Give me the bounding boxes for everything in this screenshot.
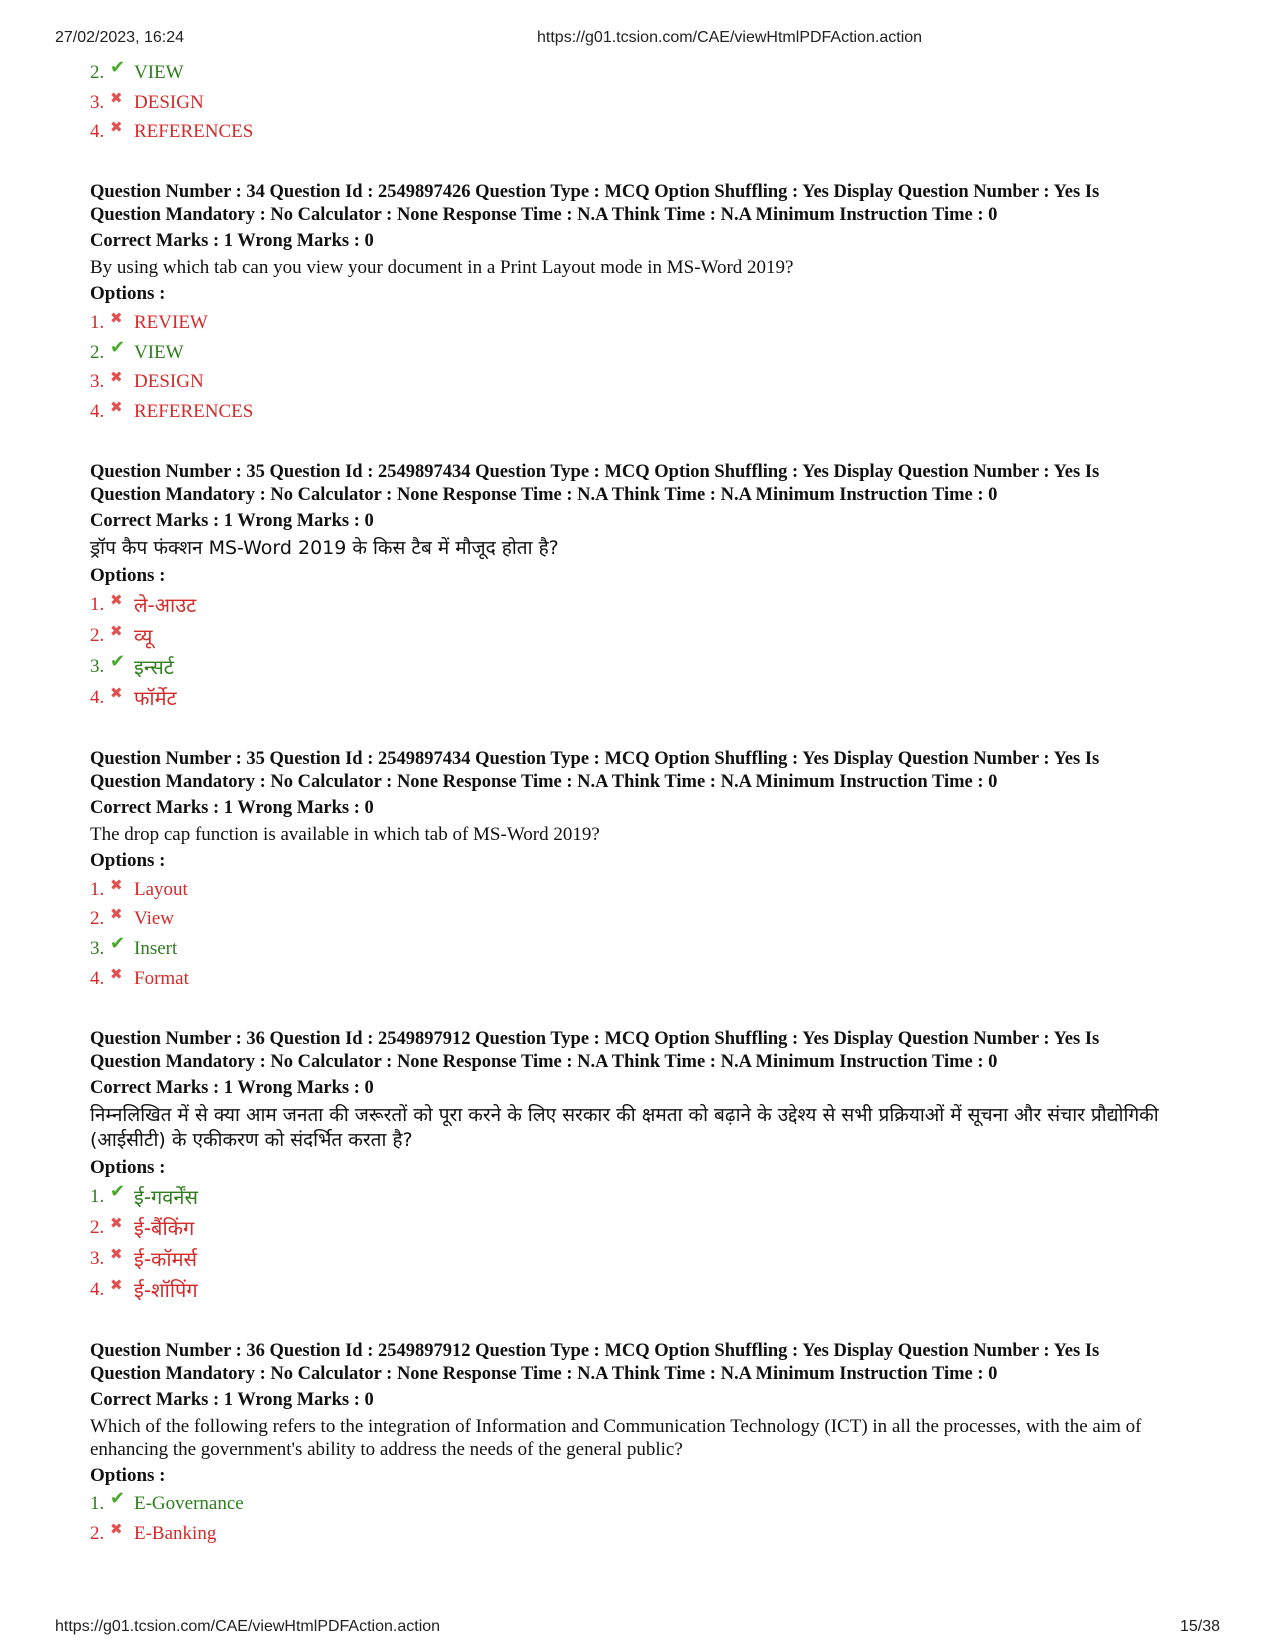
question-meta: Question Number : 36 Question Id : 2549897912 Question Type : MCQ Option Shuffling : Yes Display Question Number : Yes Is Question Mandatory : No Calculator : None Response Time : N.A Think Time : N.A Minimum Instruction Time : 0: [90, 1028, 1100, 1072]
option: 1. ✔ E-Governance: [90, 1490, 1200, 1520]
cross-mark-icon: ✖: [110, 1276, 123, 1295]
check-mark-icon: ✔: [110, 1488, 126, 1510]
question-marks: Correct Marks : 1 Wrong Marks : 0: [90, 510, 374, 531]
question-block: [90, 181, 1200, 427]
cross-mark-icon: ✖: [110, 905, 123, 924]
cross-mark-icon: ✖: [110, 1214, 123, 1233]
options-label: Options :: [90, 849, 166, 871]
option: 1. ✔ ई-गवर्नेंस: [90, 1182, 1200, 1213]
cross-mark-icon: ✖: [110, 1245, 123, 1264]
cross-mark-icon: ✖: [110, 964, 123, 983]
page-number: 15/38: [1179, 1618, 1220, 1635]
options-label: Options :: [90, 1156, 166, 1178]
question-text: The drop cap function is available in which tab of MS-Word 2019?: [90, 823, 600, 845]
question-text: निम्नलिखित में से क्या आम जनता की जरूरतों को पूरा करने के लिए सरकार की क्षमता को बढ़ाने के उद्देश्य से सभी प्रक्रियाओं में सूचना और संचार प्रौद्योगिकी (आईसीटी) के एकीकरण को संदर्भित करता है?: [90, 1103, 1159, 1151]
question-marks: Correct Marks : 1 Wrong Marks : 0: [90, 1389, 374, 1410]
question-meta: Question Number : 35 Question Id : 2549897434 Question Type : MCQ Option Shuffling : Yes Display Question Number : Yes Is Question Mandatory : No Calculator : None Response Time : N.A Think Time : N.A Minimum Instruction Time : 0: [90, 461, 1100, 505]
option: 4. ✖ फॉर्मेट: [90, 683, 1200, 714]
print-datetime: 27/02/2023, 16:24: [55, 29, 185, 46]
options-label: Options :: [90, 1464, 166, 1486]
print-footer: [0, 1618, 1275, 1640]
option: 2. ✖ ई-बैंकिंग: [90, 1213, 1200, 1244]
option: 1. ✖ ले-आउट: [90, 590, 1200, 621]
footer-url: https://g01.tcsion.com/CAE/viewHtmlPDFAction.action: [55, 1618, 441, 1635]
question-paper: [90, 58, 1200, 1549]
question-meta: Question Number : 34 Question Id : 2549897426 Question Type : MCQ Option Shuffling : Yes Display Question Number : Yes Is Question Mandatory : No Calculator : None Response Time : N.A Think Time : N.A Minimum Instruction Time : 0: [90, 182, 1100, 226]
option: 3. ✖ DESIGN: [90, 88, 1200, 118]
cross-mark-icon: ✖: [110, 1520, 123, 1539]
question-marks: Correct Marks : 1 Wrong Marks : 0: [90, 797, 374, 818]
option: 2. ✖ E-Banking: [90, 1519, 1200, 1549]
option: 2. ✔ VIEW: [90, 58, 1200, 88]
question-marks: Correct Marks : 1 Wrong Marks : 0: [90, 231, 374, 252]
option: 2. ✖ व्यू: [90, 621, 1200, 652]
option: 2. ✔ VIEW: [90, 338, 1200, 368]
options-list: [90, 590, 1200, 714]
question-text: By using which tab can you view your document in a Print Layout mode in MS-Word 2019?: [90, 257, 794, 279]
check-mark-icon: ✔: [110, 933, 126, 955]
options-list: [90, 875, 1200, 994]
cross-mark-icon: ✖: [110, 368, 123, 387]
option: 3. ✖ ई-कॉमर्स: [90, 1244, 1200, 1275]
print-url: https://g01.tcsion.com/CAE/viewHtmlPDFAction.action: [537, 29, 923, 46]
option: 3. ✔ Insert: [90, 934, 1200, 964]
option: 2. ✖ View: [90, 905, 1200, 935]
check-mark-icon: ✔: [110, 56, 126, 78]
cross-mark-icon: ✖: [110, 875, 123, 894]
option: 4. ✖ Format: [90, 964, 1200, 994]
question-block: [90, 461, 1200, 714]
cross-mark-icon: ✖: [110, 397, 123, 416]
options-list: [90, 1182, 1200, 1306]
check-mark-icon: ✔: [110, 1181, 126, 1203]
print-header: [0, 29, 1275, 51]
option: 3. ✔ इन्सर्ट: [90, 652, 1200, 683]
cross-mark-icon: ✖: [110, 684, 123, 703]
cross-mark-icon: ✖: [110, 88, 123, 107]
options-label: Options :: [90, 283, 166, 305]
option: 4. ✖ REFERENCES: [90, 397, 1200, 427]
check-mark-icon: ✔: [110, 651, 126, 673]
cross-mark-icon: ✖: [110, 118, 123, 137]
carryover-options: [90, 58, 1200, 147]
option: 4. ✖ REFERENCES: [90, 117, 1200, 147]
question-meta: Question Number : 35 Question Id : 2549897434 Question Type : MCQ Option Shuffling : Yes Display Question Number : Yes Is Question Mandatory : No Calculator : None Response Time : N.A Think Time : N.A Minimum Instruction Time : 0: [90, 748, 1100, 792]
option: 1. ✖ Layout: [90, 875, 1200, 905]
question-text: Which of the following refers to the integration of Information and Communication Technology (ICT) in all the processes, with the aim of enhancing the government's ability to address the needs of the general public?: [90, 1415, 1142, 1460]
options-list: [90, 1490, 1200, 1549]
options-label: Options :: [90, 564, 166, 586]
cross-mark-icon: ✖: [110, 591, 123, 610]
option: 3. ✖ DESIGN: [90, 367, 1200, 397]
option: 4. ✖ ई-शॉपिंग: [90, 1275, 1200, 1306]
cross-mark-icon: ✖: [110, 622, 123, 641]
check-mark-icon: ✔: [110, 336, 126, 358]
question-text: ड्रॉप कैप फंक्शन MS-Word 2019 के किस टैब में मौजूद होता है?: [90, 536, 559, 559]
cross-mark-icon: ✖: [110, 308, 123, 327]
question-block: [90, 748, 1200, 994]
options-list: [90, 308, 1200, 427]
question-block: [90, 1340, 1200, 1549]
question-block: [90, 1028, 1200, 1306]
option: 1. ✖ REVIEW: [90, 308, 1200, 338]
question-meta: Question Number : 36 Question Id : 2549897912 Question Type : MCQ Option Shuffling : Yes Display Question Number : Yes Is Question Mandatory : No Calculator : None Response Time : N.A Think Time : N.A Minimum Instruction Time : 0: [90, 1340, 1100, 1384]
question-marks: Correct Marks : 1 Wrong Marks : 0: [90, 1077, 374, 1098]
